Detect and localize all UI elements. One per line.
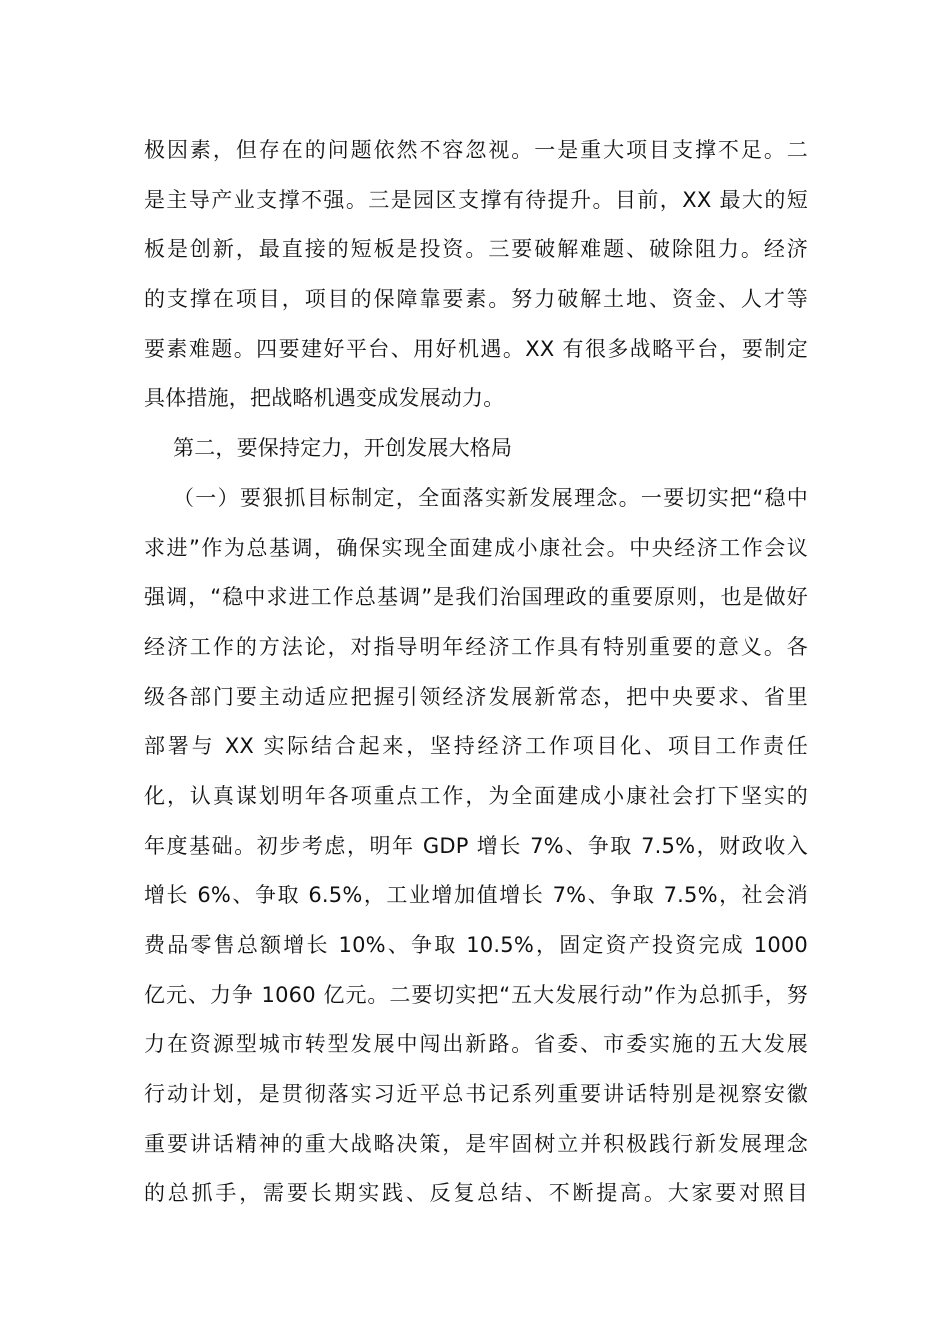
text-line: 级各部门要主动适应把握引领经济发展新常态，把中央要求、省里 xyxy=(144,684,808,709)
text-line: 化，认真谋划明年各项重点工作，为全面建成小康社会打下坚实的 xyxy=(144,783,808,808)
text-line: 经济工作的方法论，对指导明年经济工作具有特别重要的意义。各 xyxy=(144,634,808,659)
text-line: 的总抓手，需要长期实践、反复总结、不断提高。大家要对照目 xyxy=(144,1181,808,1206)
text-line: 部署与 XX 实际结合起来，坚持经济工作项目化、项目工作责任 xyxy=(144,734,808,759)
text-line: 行动计划，是贯彻落实习近平总书记系列重要讲话特别是视察安徽 xyxy=(144,1082,808,1107)
text-line: 的支撑在项目，项目的保障靠要素。努力破解土地、资金、人才等 xyxy=(144,287,808,312)
text-line: 是主导产业支撑不强。三是园区支撑有待提升。目前，XX 最大的短 xyxy=(144,187,808,212)
text-line: （一）要狠抓目标制定，全面落实新发展理念。一要切实把“稳中 xyxy=(173,485,808,510)
text-line: 求进”作为总基调，确保实现全面建成小康社会。中央经济工作会议 xyxy=(144,535,808,560)
text-line: 强调，“稳中求进工作总基调”是我们治国理政的重要原则，也是做好 xyxy=(144,585,808,610)
text-line: 极因素，但存在的问题依然不容忽视。一是重大项目支撑不足。二 xyxy=(144,138,808,162)
section-heading: 第二，要保持定力，开创发展大格局 xyxy=(173,436,513,461)
text-line: 年度基础。初步考虑，明年 GDP 增长 7%、争取 7.5%，财政收入 xyxy=(144,833,808,858)
text-line: 板是创新，最直接的短板是投资。三要破解难题、破除阻力。经济 xyxy=(144,237,808,262)
text-line: 具体措施，把战略机遇变成发展动力。 xyxy=(144,386,505,411)
text-line: 费品零售总额增长 10%、争取 10.5%，固定资产投资完成 1000 xyxy=(144,933,808,957)
document-body xyxy=(144,126,808,1219)
text-line: 力在资源型城市转型发展中闯出新路。省委、市委实施的五大发展 xyxy=(144,1032,808,1057)
text-line: 要素难题。四要建好平台、用好机遇。XX 有很多战略平台，要制定 xyxy=(144,336,808,361)
text-line: 重要讲话精神的重大战略决策，是牢固树立并积极践行新发展理念 xyxy=(144,1131,808,1156)
text-line: 亿元、力争 1060 亿元。二要切实把“五大发展行动”作为总抓手，努 xyxy=(144,982,808,1007)
text-line: 增长 6%、争取 6.5%，工业增加值增长 7%、争取 7.5%，社会消 xyxy=(144,883,808,908)
